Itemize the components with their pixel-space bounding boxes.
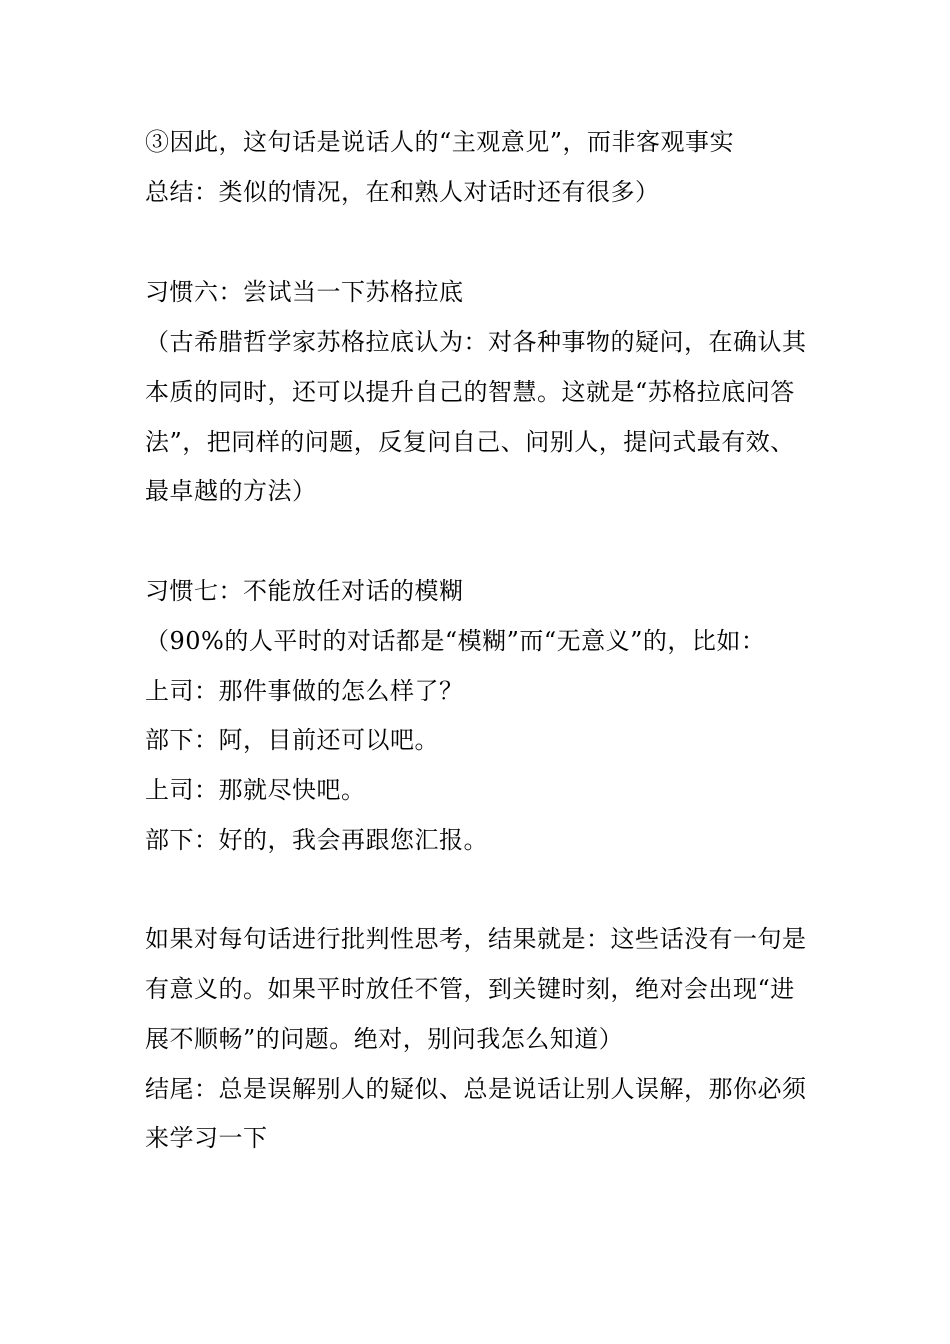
text-line: 有意义的。如果平时放任不管，到关键时刻，绝对会出现“进 [145, 975, 795, 1003]
text-line: 总结：类似的情况，在和熟人对话时还有很多） [145, 178, 660, 206]
text-line: 展不顺畅”的问题。绝对，别问我怎么知道） [145, 1025, 624, 1053]
text-line: 如果对每句话进行批判性思考，结果就是：这些话没有一句是 [145, 925, 807, 953]
text-line: 法”，把同样的问题，反复问自己、问别人，提问式最有效、 [145, 428, 795, 456]
dialogue-line: 上司：那件事做的怎么样了？ [145, 677, 464, 705]
text-line: 最卓越的方法） [145, 477, 317, 505]
dialogue-line: 部下：好的，我会再跟您汇报。 [145, 826, 488, 854]
text-line: 本质的同时，还可以提升自己的智慧。这就是“苏格拉底问答 [145, 378, 795, 406]
text-line: 结尾：总是误解别人的疑似、总是说话让别人误解，那你必须 [145, 1075, 807, 1103]
text-line: 来学习一下 [145, 1124, 268, 1152]
dialogue-line: 部下：阿，目前还可以吧。 [145, 726, 439, 754]
text-line: ③因此，这句话是说话人的“主观意见”，而非客观事实 [145, 128, 735, 156]
text-line: （古希腊哲学家苏格拉底认为：对各种事物的疑问，在确认其 [145, 328, 807, 356]
text-line: （90%的人平时的对话都是“模糊”而“无意义”的，比如： [145, 627, 766, 655]
dialogue-line: 上司：那就尽快吧。 [145, 776, 366, 804]
section-heading: 习惯七：不能放任对话的模糊 [145, 577, 464, 605]
section-heading: 习惯六：尝试当一下苏格拉底 [145, 278, 464, 306]
